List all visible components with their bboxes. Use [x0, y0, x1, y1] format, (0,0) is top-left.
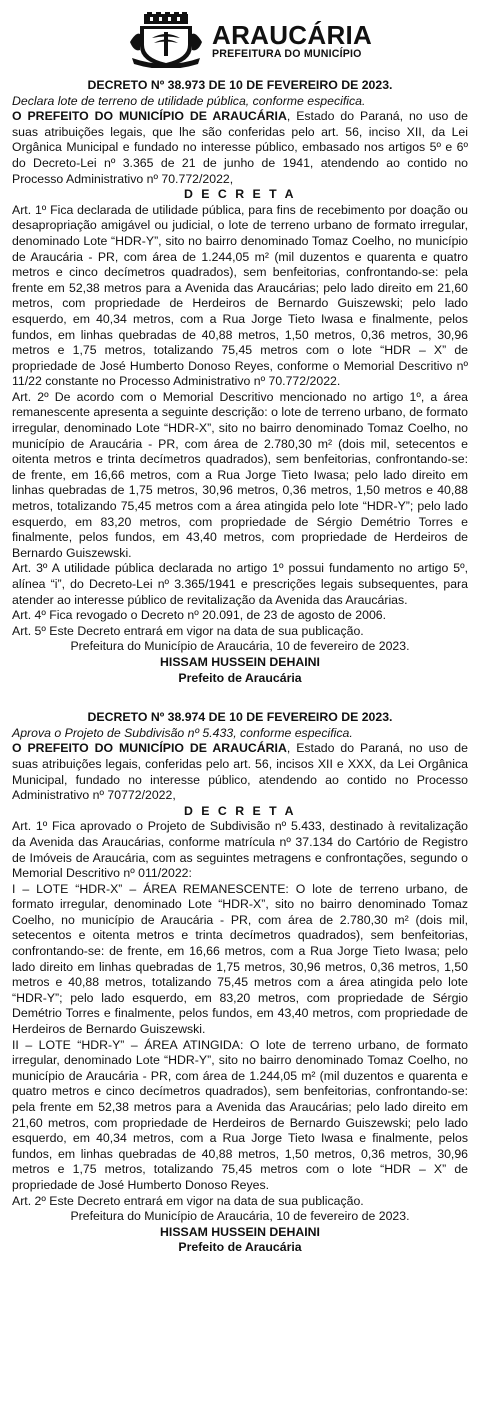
article-paragraph: Art. 2º Este Decreto entrará em vigor na data de sua publicação. [12, 1193, 364, 1208]
decree-38974 [12, 710, 468, 1256]
decreta-heading: D E C R E T A [184, 803, 296, 818]
signer-name: HISSAM HUSSEIN DEHAINI [160, 654, 320, 669]
article-paragraph: Art. 5º Este Decreto entrará em vigor na data de sua publicação. [12, 623, 364, 638]
municipal-coat-of-arms-icon [130, 12, 202, 68]
decree-ementa: Declara lote de terreno de utilidade pública, conforme especifica. [12, 93, 366, 108]
article-paragraph: Art. 2º De acordo com o Memorial Descritivo mencionado no artigo 1º, a área remanescente apresenta a seguinte descrição: o lote de terreno urbano, de formato irregular, denominado Lote “HDR-X”, sito no bairro denominado Tomaz Coelho, no município de Araucária - PR, com área de 2.780,30 m² (dois mil, setecentos e oitenta metros e trinta decímetros quadrados), sem benfeitorias, confrontando-se: de frente, em 16,66 metros, com a Rua Jorge Tieto Iwasa; pelo lado direito em linhas quebradas de 1,75 metros, 30,96 metros, 0,36 metros, 1,50 metros e 40,88 metros, totalizando 75,45 metros com a área atingida pelo lote “HDR-Y”; pelo lado esquerdo, em 83,20 metros, com propriedade de Sérgio Demétrio Torres e finalmente, pelos fundos, em 43,40 metros, com propriedade de Herdeiros de Bernardo Guiszewski. [12, 389, 468, 560]
preamble-text: , Estado do Paraná, no uso de suas atribuições legais, que lhe são conferidas pelo art. 56, inciso XII, da Lei Orgânica Municipal e fundado no interesse público, embasado nos artigos 5º e 6º do Decreto-Lei nº 3.365 de 21 de junho de 1941, atendendo ao contido no Processo Administrativo nº 70.772/2022, [12, 109, 468, 186]
decree-preamble [12, 741, 468, 803]
preamble-authority: O PREFEITO DO MUNICÍPIO DE ARAUCÁRIA [12, 109, 287, 124]
decreta-heading: D E C R E T A [184, 187, 296, 202]
brand-subtitle: PREFEITURA DO MUNICÍPIO [212, 48, 362, 60]
article-paragraph: Art. 1º Fica declarada de utilidade pública, para fins de recebimento por doação ou desapropriação amigável ou judicial, o lote de terreno urbano de formato irregular, denominado Lote “HDR-Y”, sito no bairro denominado Tomaz Coelho, no município de Araucária - PR, com área de 1.244,05 m² (mil duzentos e quarenta e quatro metros e cinco decímetros quadrados), sem benfeitorias, confrontando-se: pela frente em 52,38 metros para a Avenida das Araucárias; pelo lado direito em 21,60 metros, com propriedade de Herdeiros de Bernardo Guiszewski; pelo lado esquerdo, em 40,34 metros, com a Rua Jorge Tieto Iwasa e finalmente, pelos fundos, em linhas quebradas de 40,88 metros, 1,50 metros, 0,36 metros, 30,96 metros e 1,75 metros, totalizando 75,45 metros com o lote “HDR – X” de propriedade de José Humberto Donoso Reyes, conforme o Memorial Descritivo nº 11/22 constante no Processo Administrativo nº 70.772/2022. [12, 202, 468, 389]
decree-ementa: Aprova o Projeto de Subdivisão nº 5.433, conforme especifica. [12, 725, 353, 740]
preamble-text: , Estado do Paraná, no uso de suas atribuições legais, conferidas pelo art. 56, incisos XII e XXX, da Lei Orgânica Municipal, fundado no interesse público, atendendo ao contido no Processo Administrativo nº 70772/2022, [12, 741, 468, 803]
article-paragraph: II – LOTE “HDR-Y” – ÁREA ATINGIDA: O lote de terreno urbano, de formato irregular, denominado Lote “HDR-Y”, sito no bairro denominado Tomaz Coelho, no município de Araucária - PR, com área de 1.244,05 m² (mil duzentos e quarenta e quatro metros e cinco decímetros quadrados), sem benfeitorias, confrontando-se: pela frente em 52,38 metros para a Avenida das Araucárias; pelo lado direito em 21,60 metros, com propriedade de Herdeiros de Bernardo Guiszewski; pelo lado esquerdo, em 40,34 metros, com a Rua Jorge Tieto Iwasa e finalmente, pelos fundos, em linhas quebradas de 40,88 metros, 1,50 metros, 0,36 metros, 30,96 metros e 1,75 metros, totalizando 75,45 metros com o lote “HDR – X” de propriedade de José Humberto Donoso Reyes. [12, 1037, 468, 1192]
closing-line: Prefeitura do Município de Araucária, 10 de fevereiro de 2023. [70, 1209, 410, 1224]
signer-name: HISSAM HUSSEIN DEHAINI [160, 1224, 320, 1239]
section-spacer [12, 686, 468, 710]
closing-line: Prefeitura do Município de Araucária, 10 de fevereiro de 2023. [70, 639, 410, 654]
decree-38973 [12, 78, 468, 686]
brand [212, 22, 372, 60]
decree-preamble [12, 109, 468, 187]
decree-title: DECRETO Nº 38.973 DE 10 DE FEVEREIRO DE 2023. [87, 78, 393, 92]
brand-name: ARAUCÁRIA [212, 20, 373, 50]
decree-title: DECRETO Nº 38.974 DE 10 DE FEVEREIRO DE 2023. [87, 710, 393, 725]
article-paragraph: Art. 4º Fica revogado o Decreto nº 20.091, de 23 de agosto de 2006. [12, 608, 387, 623]
masthead [12, 0, 468, 70]
signer-title: Prefeito de Araucária [178, 670, 302, 685]
signer-title: Prefeito de Araucária [178, 1240, 302, 1255]
article-paragraph: I – LOTE “HDR-X” – ÁREA REMANESCENTE: O lote de terreno urbano, de formato irregular, denominado Lote “HDR-X”, sito no bairro denominado Tomaz Coelho, no município de Araucária - PR, com área de 2.780,30 m² (dois mil, setecentos e oitenta metros e trinta decímetros quadrados), sem benfeitorias, confrontando-se: de frente, em 16,66 metros, com a Rua Jorge Tieto Iwasa; pelo lado direito em linhas quebradas de 1,75 metros, 30,96 metros, 0,36 metros, 1,50 metros e 40,88 metros, totalizando 75,45 metros com a área atingida pelo lote “HDR-Y”; pelo lado esquerdo, em 83,20 metros, com propriedade de Sérgio Demétrio Torres e finalmente, pelos fundos, em 43,40 metros, com propriedade de Herdeiros de Bernardo Guiszewski. [12, 881, 468, 1037]
preamble-authority: O PREFEITO DO MUNICÍPIO DE ARAUCÁRIA [12, 741, 287, 756]
article-paragraph: Art. 1º Fica aprovado o Projeto de Subdivisão nº 5.433, destinado à revitalização da Avenida das Araucárias, conforme matrícula nº 37.134 do Cartório de Registro de Imóveis de Araucária, com as seguintes metragens e confrontações, segundo o Memorial Descritivo nº 011/2022: [12, 819, 468, 881]
article-paragraph: Art. 3º A utilidade pública declarada no artigo 1º possui fundamento no artigo 5º, alínea “i”, do Decreto-Lei nº 3.365/1941 e prescrições legais subsequentes, para atender ao interesse público de revitalização da Avenida das Araucárias. [12, 561, 468, 607]
